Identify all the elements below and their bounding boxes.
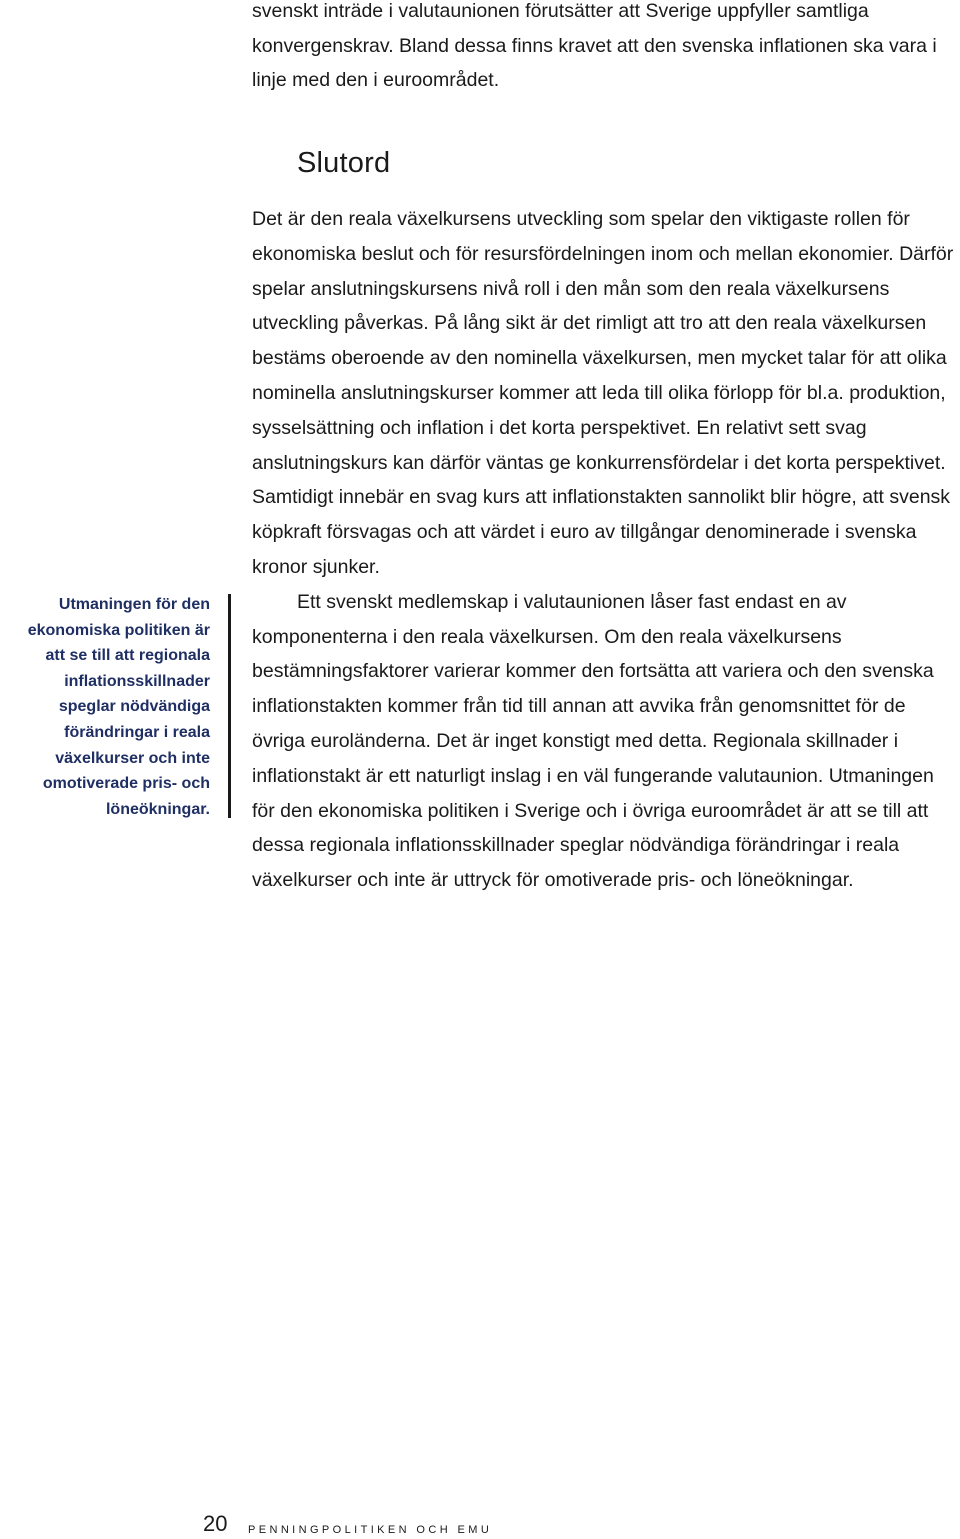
page-number: 20 bbox=[203, 1511, 228, 1536]
continued-paragraph: svenskt inträde i valutaunionen förutsätter att Sverige uppfyller samtliga konvergenskrav. Bland dessa finns kravet att den svenska inflationen ska vara i linje med den i euroområdet. bbox=[252, 0, 937, 92]
body-paragraph-1: Det är den reala växelkursens utveckling som spelar den viktigaste rollen för ekonomiska beslut och för resursfördelningen inom och mellan ekonomier. Därför spelar anslutningskursens nivå roll i den mån som den reala växelkursens utveckling påverkas. På lång sikt är det rimligt att tro att den reala växelkursen bestäms oberoende av den nominella växelkursen, men mycket talar för att olika nominella anslutningskurser kommer att leda till olika förlopp för bl.a. produktion, sysselsättning och inflation i det korta perspektivet. En relativt sett svag anslutningskurs kan därför väntas ge konkurrensfördelar i det korta perspektivet. Samtidigt innebär en svag kurs att inflationstakten sannolikt blir högre, att svensk köpkraft försvagas och att värdet i euro av tillgångar denominerade i svenska kronor sjunker. bbox=[252, 208, 954, 578]
section-title: Slutord bbox=[297, 147, 391, 179]
section-body bbox=[252, 202, 958, 898]
pull-quote-rule bbox=[228, 594, 231, 818]
body-paragraph-2: Ett svenskt medlemskap i valutaunionen låser fast endast en av komponenterna i den reala växelkursen. Om den reala växelkursens bestämningsfaktorer varierar kommer den fortsätta att variera och den svenska inflationstakten kommer från tid till annan att avvika från genomsnittet för de övriga euroländerna. Det är inget konstigt med detta. Regionala skillnader i inflationstakt är ett naturligt inslag i en väl fungerande valutaunion. Utmaningen för den ekonomiska politiken i Sverige och i övriga euroområdet är att se till att dessa regionala inflationsskillnader speglar nödvändiga förändringar i reala växelkurser och inte är uttryck för omotiverade pris- och löneökningar. bbox=[252, 590, 934, 892]
pull-quote: Utmaningen för den ekonomiska politiken är att se till att regionala inflationsskillnader speglar nödvändiga förändringar i reala växelkurser och inte omotiverade pris- och löneökningar. bbox=[27, 596, 210, 818]
running-title: PENNINGPOLITIKEN OCH EMU bbox=[248, 1524, 493, 1536]
